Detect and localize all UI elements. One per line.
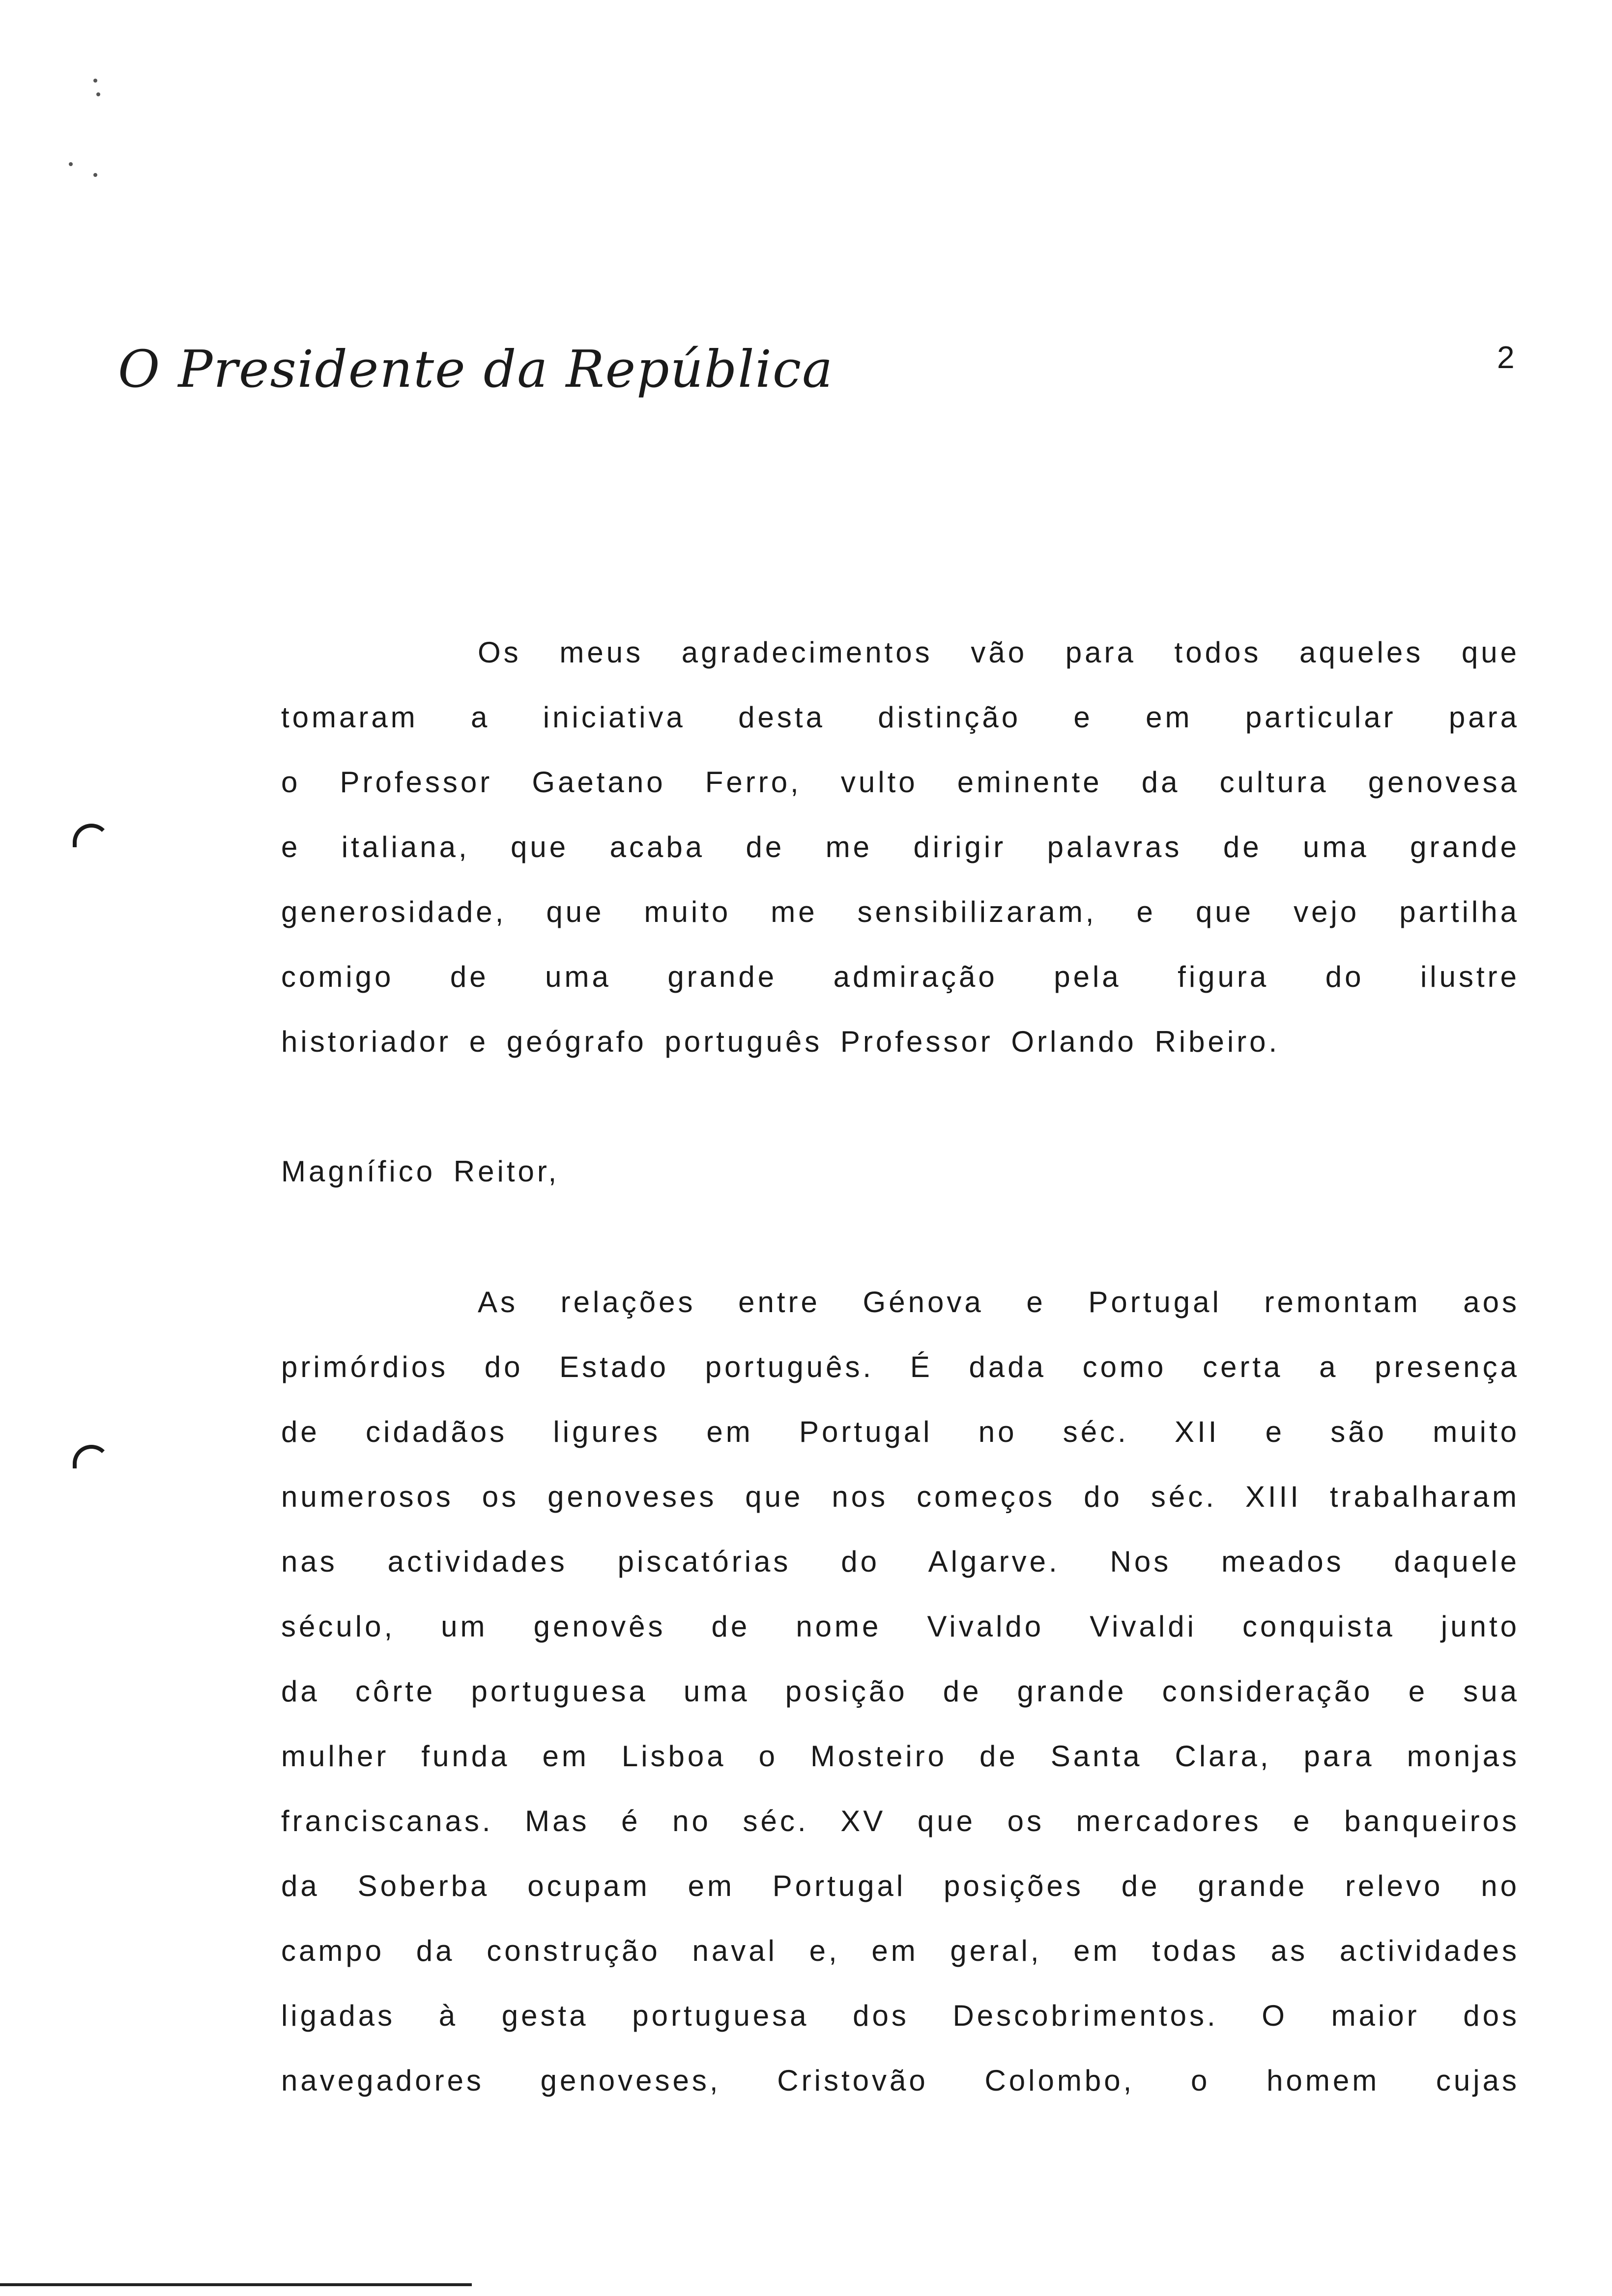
text-line: da Soberba ocupam em Portugal posições de grande relevo no xyxy=(281,1869,1520,1902)
text-line: nas actividades piscatórias do Algarve. Nos meados daquele xyxy=(281,1545,1520,1578)
salutation: Magnífico Reitor, xyxy=(281,1155,560,1188)
text-line: da côrte portuguesa uma posição de grande consideração e sua xyxy=(281,1675,1520,1708)
text-line: generosidade, que muito me sensibilizaram, e que vejo partilha xyxy=(281,895,1520,928)
text-line: mulher funda em Lisboa o Mosteiro de Santa Clara, para monjas xyxy=(281,1740,1520,1773)
scan-speck xyxy=(93,173,97,177)
text-line: campo da construção naval e, em geral, em todas as actividades xyxy=(281,1934,1520,1967)
scan-speck xyxy=(93,79,97,83)
page-number: 2 xyxy=(1497,340,1515,375)
text-line: comigo de uma grande admiração pela figura do ilustre xyxy=(281,960,1520,993)
text-line: numerosos os genoveses que nos começos do séc. XIII trabalharam xyxy=(281,1480,1520,1513)
margin-punch-mark xyxy=(73,824,110,847)
text-line: ligadas à gesta portuguesa dos Descobrimentos. O maior dos xyxy=(281,1999,1520,2032)
text-line: de cidadãos ligures em Portugal no séc. XII e são muito xyxy=(281,1415,1520,1448)
text-line: As relações entre Génova e Portugal remontam aos xyxy=(478,1286,1520,1319)
text-line: século, um genovês de nome Vivaldo Vivaldi conquista junto xyxy=(281,1610,1520,1643)
text-line: franciscanas. Mas é no séc. XV que os mercadores e banqueiros xyxy=(281,1805,1520,1837)
text-line: navegadores genoveses, Cristovão Colombo, o homem cujas xyxy=(281,2064,1520,2097)
paragraph-genoa-portugal xyxy=(281,1270,1520,2113)
scan-speck xyxy=(69,162,73,166)
text-line: o Professor Gaetano Ferro, vulto eminente da cultura genovesa xyxy=(281,766,1520,799)
text-line: primórdios do Estado português. É dada como certa a presença xyxy=(281,1350,1520,1383)
text-line: tomaram a iniciativa desta distinção e em particular para xyxy=(281,701,1520,734)
scan-speck xyxy=(96,92,100,96)
text-line: e italiana, que acaba de me dirigir palavras de uma grande xyxy=(281,831,1520,863)
paragraph-acknowledgements xyxy=(281,620,1520,1074)
text-line: Os meus agradecimentos vão para todos aqueles que xyxy=(478,636,1520,669)
bottom-edge-rule xyxy=(0,2283,472,2286)
letterhead-title: O Presidente da República xyxy=(118,339,834,399)
margin-punch-mark xyxy=(73,1445,110,1468)
text-line: historiador e geógrafo português Professor Orlando Ribeiro. xyxy=(281,1025,1280,1058)
